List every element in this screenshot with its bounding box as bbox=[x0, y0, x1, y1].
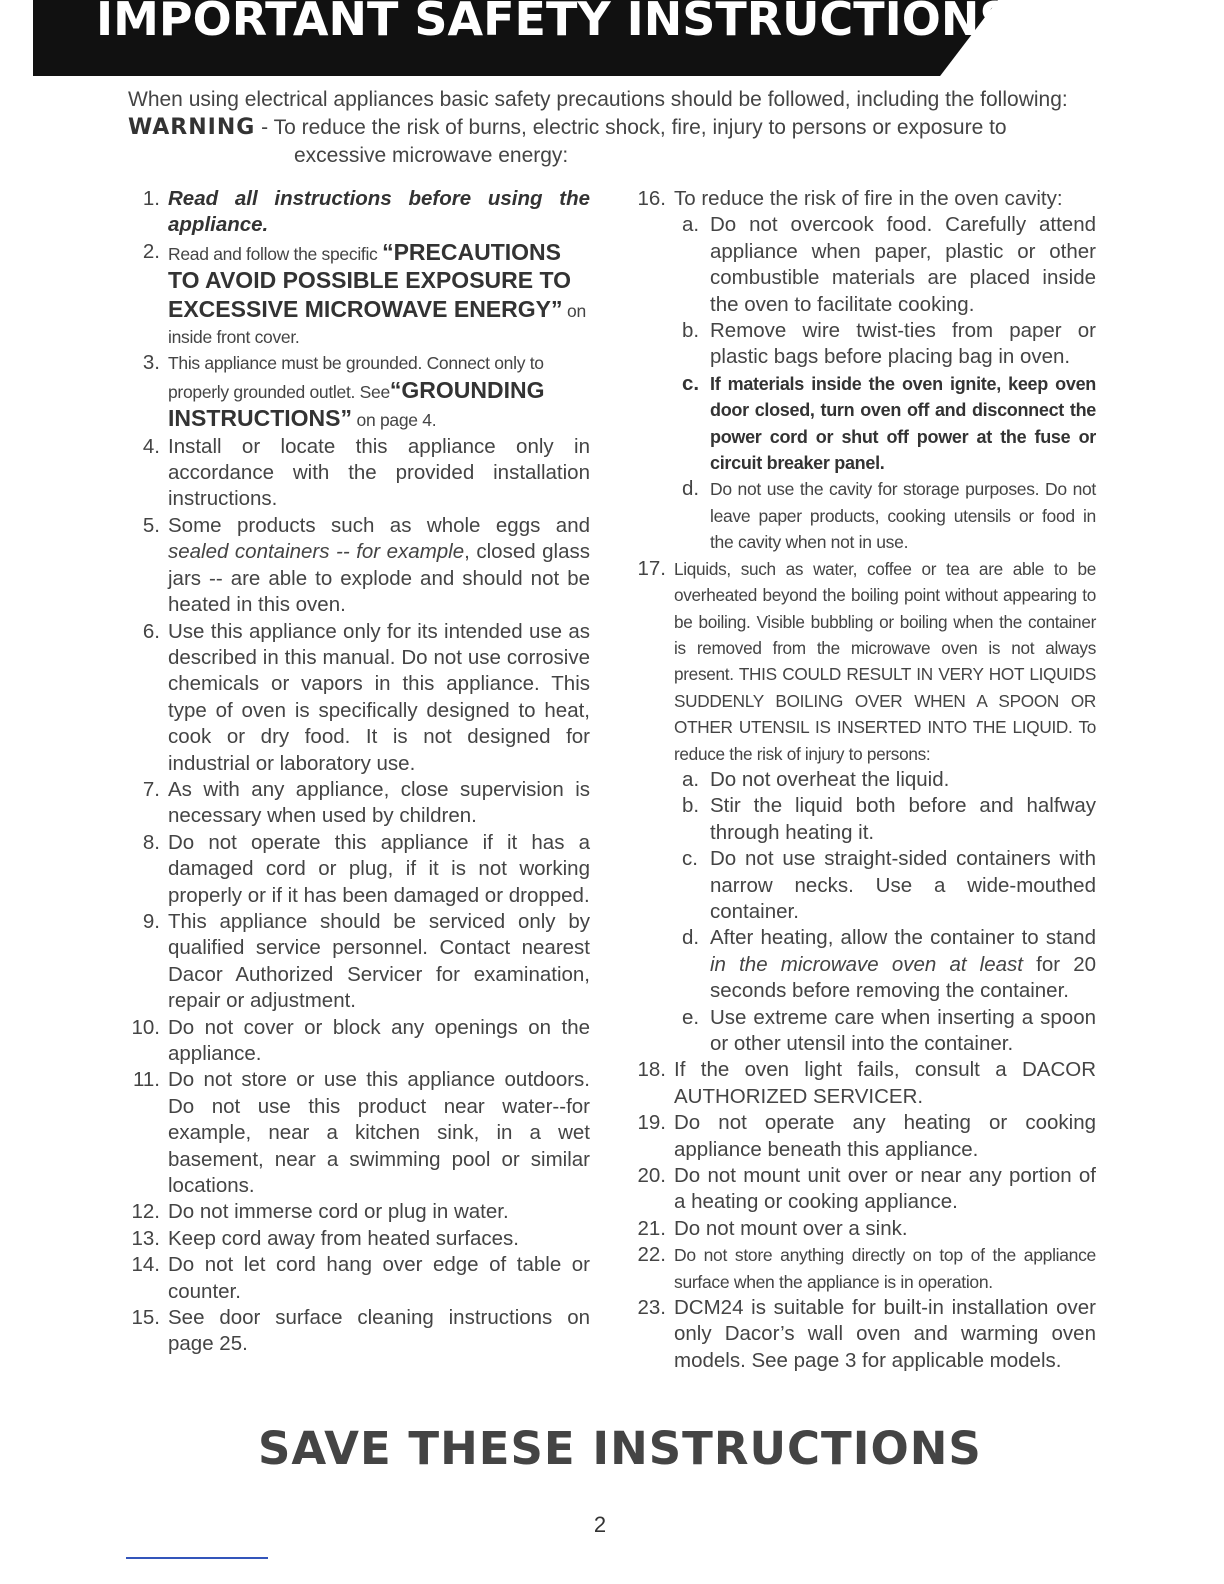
item-number: 11. bbox=[133, 1068, 160, 1092]
instruction-item-19 bbox=[630, 1110, 1096, 1163]
sub-item-16a bbox=[674, 212, 1096, 318]
item-number: 3. bbox=[142, 351, 160, 375]
instruction-item-12 bbox=[124, 1199, 590, 1225]
item-text-post: on page 4. bbox=[352, 410, 437, 431]
sub-item-text-post: for 20 seconds before removing the container. bbox=[710, 952, 1096, 1003]
instruction-item-5 bbox=[124, 513, 590, 619]
item-text-emphasis: sealed containers -- for example bbox=[168, 540, 465, 564]
item-number: 20. bbox=[637, 1164, 666, 1188]
item-text-pre: This appliance must be grounded. Connect only to properly grounded outlet. See bbox=[168, 353, 544, 402]
item-number: 2. bbox=[142, 239, 160, 263]
warning-text-line2: excessive microwave energy: bbox=[294, 144, 569, 167]
instructions-column-left bbox=[124, 186, 590, 1358]
item-text-post: , closed glass jars -- are able to explode and should not be heated in this oven. bbox=[168, 540, 590, 617]
instruction-item-11 bbox=[124, 1067, 590, 1199]
sub-item-text: Stir the liquid both before and halfway through heating it. bbox=[710, 794, 1096, 844]
page-title: IMPORTANT SAFETY INSTRUCTIONS bbox=[96, 0, 1013, 46]
item-text: Use this appliance only for its intended use as described in this manual. Do not use corrosive chemicals or vapors in this appliance. This type of oven is specifically designed to heat, cook or dry food. It is not designed for industrial or laboratory use. bbox=[168, 619, 590, 775]
sub-item-letter: a. bbox=[682, 767, 700, 791]
instruction-item-23 bbox=[630, 1295, 1096, 1374]
item-text bbox=[168, 513, 590, 619]
instruction-item-7 bbox=[124, 777, 590, 830]
item-number: 13. bbox=[131, 1226, 160, 1250]
page-number: 2 bbox=[593, 1512, 607, 1537]
instruction-item-6 bbox=[124, 619, 590, 777]
sub-item-text-pre: After heating, allow the container to stand bbox=[710, 926, 1096, 950]
instruction-item-3 bbox=[124, 350, 590, 433]
sub-item-text: Do not use the cavity for storage purposes. Do not leave paper products, cooking utensils or food in the cavity when not in use. bbox=[710, 479, 1096, 553]
item-number: 8. bbox=[142, 830, 160, 854]
sub-item-17b bbox=[674, 793, 1096, 846]
item-number: 5. bbox=[142, 513, 160, 537]
sub-item-letter: e. bbox=[682, 1005, 700, 1029]
sub-item-letter: d. bbox=[682, 926, 700, 950]
item-text: Do not mount over a sink. bbox=[674, 1216, 908, 1240]
item-number: 19. bbox=[637, 1111, 666, 1135]
item-text: Do not immerse cord or plug in water. bbox=[168, 1200, 509, 1224]
instruction-item-22 bbox=[630, 1242, 1096, 1295]
item-text: Do not store anything directly on top of the appliance surface when the appliance is in operation. bbox=[674, 1245, 1096, 1292]
instruction-item-15 bbox=[124, 1305, 590, 1358]
item-text: Keep cord away from heated surfaces. bbox=[168, 1226, 519, 1250]
item-text: Do not operate this appliance if it has a damaged cord or plug, if it is not working properly or if it has been damaged or dropped. bbox=[168, 830, 590, 907]
sub-item-text: Do not use straight-sided containers with narrow necks. Use a wide-mouthed container. bbox=[710, 847, 1096, 923]
instruction-item-21 bbox=[630, 1216, 1096, 1242]
instruction-item-16 bbox=[630, 186, 1096, 556]
sub-item-letter: b. bbox=[682, 319, 700, 343]
item-text: If the oven light fails, consult a DACOR AUTHORIZED SERVICER. bbox=[674, 1058, 1096, 1108]
instruction-item-2 bbox=[124, 239, 590, 351]
instruction-item-18 bbox=[630, 1057, 1096, 1110]
sub-item-17d bbox=[674, 925, 1096, 1004]
item-number: 7. bbox=[142, 777, 160, 801]
item-number: 21. bbox=[637, 1216, 666, 1240]
item-text: See door surface cleaning instructions on page 25. bbox=[168, 1306, 590, 1356]
item-text-pre: Some products such as whole eggs and bbox=[168, 513, 590, 537]
item-text: Do not operate any heating or cooking appliance beneath this appliance. bbox=[674, 1111, 1096, 1161]
item-number: 4. bbox=[142, 434, 160, 458]
instruction-item-1 bbox=[124, 186, 590, 239]
sub-item-text bbox=[710, 925, 1096, 1004]
sub-item-17c bbox=[674, 846, 1096, 925]
sub-item-16c bbox=[674, 371, 1096, 477]
item-text: This appliance should be serviced only by qualified service personnel. Contact nearest Dacor Authorized Servicer for examination, repair or adjustment. bbox=[168, 909, 590, 1013]
sub-item-text: Use extreme care when inserting a spoon or other utensil into the container. bbox=[710, 1005, 1096, 1055]
sub-item-letter: c. bbox=[682, 847, 698, 871]
item-number: 16. bbox=[637, 187, 666, 210]
sub-item-16d bbox=[674, 476, 1096, 555]
item-text: As with any appliance, close supervision is necessary when used by children. bbox=[168, 777, 590, 828]
item-text: To reduce the risk of fire in the oven cavity: bbox=[674, 187, 1063, 210]
item-number: 17. bbox=[637, 556, 666, 580]
instruction-item-8 bbox=[124, 830, 590, 909]
item-number: 10. bbox=[131, 1015, 160, 1039]
sub-item-letter: a. bbox=[682, 213, 700, 237]
instruction-item-9 bbox=[124, 909, 590, 1015]
instruction-item-20 bbox=[630, 1163, 1096, 1216]
sub-item-text-emphasis: in the microwave oven at least bbox=[710, 952, 1023, 976]
instruction-item-14 bbox=[124, 1252, 590, 1305]
item-text bbox=[168, 239, 590, 351]
footer-rule bbox=[126, 1557, 268, 1559]
item-number: 18. bbox=[637, 1058, 666, 1082]
item-number: 22. bbox=[637, 1243, 666, 1267]
item-text: Do not let cord hang over edge of table or counter. bbox=[168, 1253, 590, 1303]
item-number: 23. bbox=[637, 1296, 666, 1320]
warning-text-line1: - To reduce the risk of burns, electric shock, fire, injury to persons or exposure to bbox=[255, 116, 1007, 139]
item-text: DCM24 is suitable for built-in installation over only Dacor’s wall oven and warming oven models. See page 3 for applicable models. bbox=[674, 1296, 1096, 1372]
sub-item-text: If materials inside the oven ignite, keep oven door closed, turn oven off and disconnect the power cord or shut off power at the fuse or circuit breaker panel. bbox=[710, 373, 1096, 474]
instruction-item-13 bbox=[124, 1226, 590, 1252]
item-number: 1. bbox=[142, 187, 160, 210]
sub-item-16b bbox=[674, 318, 1096, 371]
item-text: Do not cover or block any openings on the appliance. bbox=[168, 1015, 590, 1065]
sub-item-text: Do not overcook food. Carefully attend appliance when paper, plastic or other combustible materials are placed inside the oven to facilitate cooking. bbox=[710, 213, 1096, 316]
sub-item-17a bbox=[674, 767, 1096, 793]
item-number: 14. bbox=[131, 1253, 160, 1277]
item-text-emphasis: “GROUNDING INSTRUCTIONS” bbox=[168, 376, 545, 432]
intro-text: When using electrical appliances basic safety precautions should be followed, including the following: bbox=[128, 88, 1068, 111]
item-text: Read all instructions before using the appliance. bbox=[168, 187, 590, 237]
instructions-column-right bbox=[630, 186, 1096, 1374]
item-text: Install or locate this appliance only in accordance with the provided installation instructions. bbox=[168, 434, 590, 511]
sub-item-17e bbox=[674, 1005, 1096, 1058]
item-number: 15. bbox=[131, 1306, 160, 1330]
item-text bbox=[168, 350, 590, 433]
instruction-item-17 bbox=[630, 556, 1096, 1058]
item-text-emphasis: “PRECAUTIONS TO AVOID POSSIBLE EXPOSURE TO EXCESSIVE MICROWAVE ENERGY” bbox=[168, 238, 572, 322]
sub-item-letter: d. bbox=[682, 477, 700, 501]
item-text: Liquids, such as water, coffee or tea are able to be overheated beyond the boiling point without appearing to be boiling. Visible bubbling or boiling when the container is removed from the microwave oven is not always present. THIS COULD RESULT IN VERY HOT LIQUIDS SUDDENLY BOILING OVER WHEN A SPOON OR OTHER UTENSIL IS INSERTED INTO THE LIQUID. To reduce the risk of injury to persons: bbox=[674, 558, 1096, 764]
sub-list bbox=[674, 212, 1096, 555]
item-number: 9. bbox=[142, 909, 160, 933]
item-text-post: on inside front cover. bbox=[168, 300, 586, 348]
sub-item-text: Remove wire twist-ties from paper or plastic bags before placing bag in oven. bbox=[710, 319, 1096, 369]
item-text: Do not mount unit over or near any portion of a heating or cooking appliance. bbox=[674, 1164, 1096, 1214]
warning-label: WARNING bbox=[128, 115, 256, 140]
item-text-pre: Read and follow the specific bbox=[168, 243, 383, 264]
sub-item-letter: b. bbox=[682, 794, 700, 818]
item-number: 12. bbox=[131, 1200, 160, 1224]
sub-item-text: Do not overheat the liquid. bbox=[710, 767, 950, 791]
instruction-item-4 bbox=[124, 434, 590, 513]
item-text: Do not store or use this appliance outdoors. Do not use this product near water--for example, near a kitchen sink, in a wet basement, near a swimming pool or similar locations. bbox=[168, 1068, 590, 1198]
sub-list bbox=[674, 767, 1096, 1057]
sub-item-letter: c. bbox=[682, 371, 700, 395]
save-instructions-heading: SAVE THESE INSTRUCTIONS bbox=[258, 1422, 982, 1475]
item-number: 6. bbox=[142, 619, 160, 643]
warning-paragraph bbox=[128, 114, 1103, 170]
instruction-item-10 bbox=[124, 1015, 590, 1068]
